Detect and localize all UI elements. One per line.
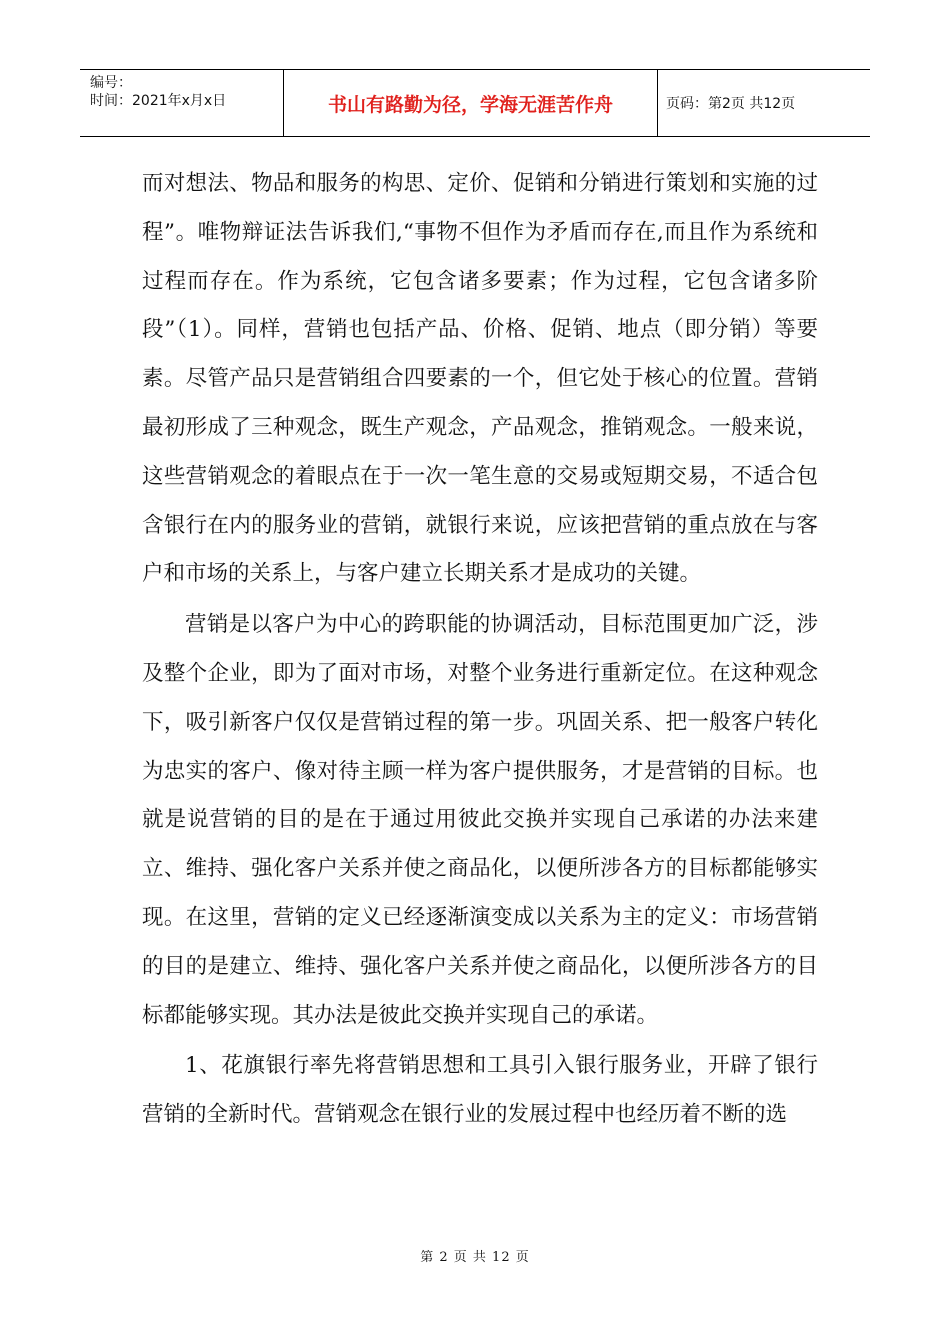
- paragraph-3: 1、花旗银行率先将营销思想和工具引入银行服务业，开辟了银行营销的全新时代。营销观念在银行业的发展过程中也经历着不断的选: [142, 1053, 818, 1128]
- header-meta-cell: [80, 70, 284, 136]
- page-footer: [0, 1246, 950, 1265]
- document-header: [80, 69, 870, 137]
- header-page-info: 页码：第2页 共12页: [666, 96, 796, 112]
- document-date-label: 时间：2021年x月x日: [90, 93, 227, 109]
- footer-page-number: 第 2 页 共 12 页: [420, 1250, 530, 1265]
- paragraph-2: 营销是以客户为中心的跨职能的协调活动，目标范围更加广泛，涉及整个企业，即为了面对市场，对整个业务进行重新定位。在这种观念下，吸引新客户仅仅是营销过程的第一步。巩固关系、把一般客户转化为忠实的客户、像对待主顾一样为客户提供服务，才是营销的目标。也就是说营销的目的是在于通过用彼此交换并实现自己承诺的办法来建立、维持、强化客户关系并使之商品化，以便所涉各方的目标都能够实现。在这里，营销的定义已经逐渐演变成以关系为主的定义：市场营销的目的是建立、维持、强化客户关系并使之商品化，以便所涉各方的目标都能够实现。其办法是彼此交换并实现自己的承诺。: [142, 612, 818, 1028]
- paragraph-1: 而对想法、物品和服务的构思、定价、促销和分销进行策划和实施的过程”。唯物辩证法告诉我们,“事物不但作为矛盾而存在,而且作为系统和过程而存在。作为系统，它包含诸多要素；作为过程，它包含诸多阶段”（1）。同样，营销也包括产品、价格、促销、地点（即分销）等要素。尽管产品只是营销组合四要素的一个，但它处于核心的位置。营销最初形成了三种观念，既生产观念，产品观念，推销观念。一般来说，这些营销观念的着眼点在于一次一笔生意的交易或短期交易，不适合包含银行在内的服务业的营销，就银行来说，应该把营销的重点放在与客户和市场的关系上，与客户建立长期关系才是成功的关键。: [142, 171, 818, 587]
- document-body: [142, 160, 818, 1140]
- header-page-cell: [658, 70, 870, 136]
- header-motto: 书山有路勤为径，学海无涯苦作舟: [327, 93, 613, 116]
- document-number-label: 编号：: [90, 75, 132, 91]
- header-motto-cell: [284, 70, 658, 136]
